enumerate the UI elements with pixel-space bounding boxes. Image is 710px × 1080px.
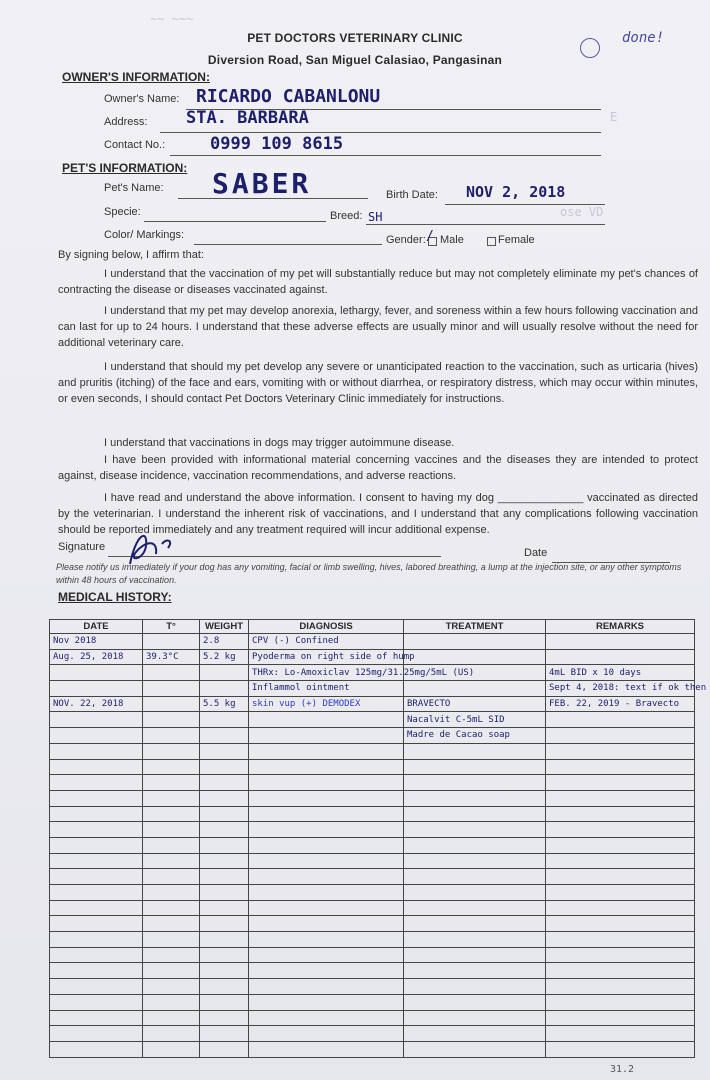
cell-diagnosis — [249, 979, 404, 995]
consent-intro: By signing below, I affirm that: — [58, 249, 204, 261]
cell-treatment — [404, 1010, 546, 1026]
cell-weight: 5.2 kg — [200, 649, 249, 665]
cell-diagnosis — [249, 759, 404, 775]
cell-diagnosis: Pyoderma on right side of hump — [249, 649, 404, 665]
cell-treatment: BRAVECTO — [404, 696, 546, 712]
cell-temp — [143, 994, 200, 1010]
medical-section-title: MEDICAL HISTORY: — [58, 590, 172, 604]
cell-treatment — [404, 994, 546, 1010]
cell-remarks — [546, 1026, 695, 1042]
cell-treatment: Nacalvit C-5mL SID — [404, 712, 546, 728]
table-row-empty — [50, 932, 695, 948]
cell-weight — [200, 1041, 249, 1057]
cell-treatment: Madre de Cacao soap — [404, 728, 546, 744]
table-row-empty — [50, 885, 695, 901]
cell-diagnosis — [249, 994, 404, 1010]
owner-section-title: OWNER'S INFORMATION: — [62, 70, 210, 84]
cell-diagnosis — [249, 885, 404, 901]
table-row-empty — [50, 759, 695, 775]
bleed-through: E — [610, 110, 618, 124]
cell-weight — [200, 994, 249, 1010]
cell-temp — [143, 837, 200, 853]
cell-diagnosis — [249, 853, 404, 869]
cell-weight — [200, 932, 249, 948]
cell-treatment — [404, 869, 546, 885]
cell-treatment — [404, 790, 546, 806]
cell-treatment — [404, 1041, 546, 1057]
cell-remarks — [546, 822, 695, 838]
gender-label: Gender: — [386, 234, 426, 246]
cell-temp — [143, 743, 200, 759]
address-value: STA. BARBARA — [186, 108, 309, 128]
cell-treatment — [404, 979, 546, 995]
male-check-mark: / — [426, 229, 434, 244]
cell-temp — [143, 681, 200, 697]
cell-remarks — [546, 900, 695, 916]
cell-treatment — [404, 759, 546, 775]
cell-date: Nov 2018 — [50, 634, 143, 650]
pet-name-value: SABER — [212, 167, 312, 200]
cell-remarks — [546, 916, 695, 932]
cell-temp — [143, 947, 200, 963]
cell-temp — [143, 932, 200, 948]
address-label: Address: — [104, 116, 148, 128]
cell-treatment — [404, 947, 546, 963]
cell-date — [50, 759, 143, 775]
consent-paragraph-5: I have been provided with informational material concerning vaccines and the diseases they are intended to protect against, disease incidence, vaccination recommendations, and adverse reactions. — [58, 454, 698, 482]
table-row-empty — [50, 775, 695, 791]
cell-weight — [200, 853, 249, 869]
cell-remarks — [546, 979, 695, 995]
cell-weight — [200, 712, 249, 728]
cell-weight — [200, 775, 249, 791]
cell-weight — [200, 1026, 249, 1042]
cell-date — [50, 790, 143, 806]
table-row-empty — [50, 963, 695, 979]
cell-diagnosis: CPV (-) Confined — [249, 634, 404, 650]
cell-date — [50, 963, 143, 979]
signature-label: Signature — [58, 541, 106, 553]
color-label: Color/ Markings: — [104, 229, 185, 241]
clinic-address: Diversion Road, San Miguel Calasiao, Pangasinan — [207, 53, 503, 67]
cell-temp — [143, 853, 200, 869]
cell-remarks — [546, 743, 695, 759]
column-header-diagnosis: DIAGNOSIS — [249, 620, 404, 634]
cell-diagnosis — [249, 869, 404, 885]
footer-mark: 31.2 — [610, 1064, 635, 1075]
table-row-empty — [50, 900, 695, 916]
cell-date — [50, 916, 143, 932]
owner-name-value: RICARDO CABANLONU — [196, 86, 381, 107]
cell-temp — [143, 665, 200, 681]
table-row-empty — [50, 1010, 695, 1026]
check-circle-icon — [580, 38, 600, 58]
cell-weight — [200, 790, 249, 806]
table-row-empty — [50, 979, 695, 995]
done-stamp: done! — [622, 30, 665, 46]
table-row-empty — [50, 790, 695, 806]
table-row-empty — [50, 806, 695, 822]
table-row-empty — [50, 869, 695, 885]
cell-date — [50, 869, 143, 885]
cell-date — [50, 728, 143, 744]
cell-diagnosis — [249, 806, 404, 822]
cell-date — [50, 932, 143, 948]
table-row-empty — [50, 947, 695, 963]
consent-paragraph-4: I understand that vaccinations in dogs may trigger autoimmune disease. — [104, 437, 455, 449]
cell-temp — [143, 1041, 200, 1057]
cell-remarks — [546, 853, 695, 869]
cell-diagnosis — [249, 712, 404, 728]
cell-temp — [143, 900, 200, 916]
cell-treatment — [404, 853, 546, 869]
consent-paragraph-3: I understand that should my pet develop any severe or unanticipated reaction to the vaccination, such as urticaria (hives) and pruritis (itching) of the face and ears, vomiting with or without diarrhea, or respiratory distress, which may occur within minutes, or even seconds, I should contact Pet Doctors Veterinary Clinic immediately for instructions. — [58, 361, 698, 405]
cell-weight — [200, 979, 249, 995]
cell-weight — [200, 869, 249, 885]
cell-date — [50, 1041, 143, 1057]
cell-temp — [143, 696, 200, 712]
bleed-through: ose VD — [560, 205, 604, 219]
cell-weight — [200, 916, 249, 932]
cell-diagnosis: skin vup (+) DEMODEX — [249, 696, 404, 712]
cell-remarks — [546, 1041, 695, 1057]
cell-temp — [143, 963, 200, 979]
cell-weight: 2.8 — [200, 634, 249, 650]
cell-date — [50, 947, 143, 963]
cell-remarks — [546, 790, 695, 806]
cell-diagnosis — [249, 1010, 404, 1026]
cell-temp — [143, 806, 200, 822]
cell-temp — [143, 775, 200, 791]
cell-temp: 39.3°C — [143, 649, 200, 665]
cell-date — [50, 712, 143, 728]
cell-temp — [143, 759, 200, 775]
cell-diagnosis — [249, 1026, 404, 1042]
cell-remarks — [546, 885, 695, 901]
cell-weight — [200, 728, 249, 744]
table-row — [50, 712, 695, 728]
cell-weight — [200, 885, 249, 901]
cell-date — [50, 979, 143, 995]
cell-date — [50, 681, 143, 697]
cell-diagnosis — [249, 837, 404, 853]
cell-weight — [200, 822, 249, 838]
cell-remarks — [546, 1010, 695, 1026]
cell-remarks: FEB. 22, 2019 - Bravecto — [546, 696, 695, 712]
cell-diagnosis — [249, 900, 404, 916]
cell-remarks — [546, 806, 695, 822]
table-row-empty — [50, 822, 695, 838]
cell-remarks — [546, 634, 695, 650]
table-row-empty — [50, 1041, 695, 1057]
cell-treatment — [404, 681, 546, 697]
table-row-empty — [50, 1026, 695, 1042]
cell-remarks — [546, 947, 695, 963]
cell-diagnosis — [249, 947, 404, 963]
cell-date — [50, 775, 143, 791]
cell-diagnosis: Inflammol ointment — [249, 681, 404, 697]
cell-date — [50, 743, 143, 759]
cell-remarks — [546, 837, 695, 853]
cell-temp — [143, 1010, 200, 1026]
cell-remarks: 4mL BID x 10 days — [546, 665, 695, 681]
date-label: Date — [524, 547, 548, 559]
column-header-treatment: TREATMENT — [404, 620, 546, 634]
cell-treatment — [404, 900, 546, 916]
cell-remarks — [546, 775, 695, 791]
cell-temp — [143, 728, 200, 744]
cell-remarks — [546, 994, 695, 1010]
cell-weight: 5.5 kg — [200, 696, 249, 712]
cell-diagnosis — [249, 1041, 404, 1057]
cell-remarks — [546, 712, 695, 728]
table-header-row — [50, 620, 695, 634]
cell-date — [50, 994, 143, 1010]
cell-temp — [143, 790, 200, 806]
pet-name-label: Pet's Name: — [104, 182, 164, 194]
cell-date: NOV. 22, 2018 — [50, 696, 143, 712]
cell-remarks — [546, 649, 695, 665]
cell-weight — [200, 665, 249, 681]
specie-label: Specie: — [104, 206, 141, 218]
cell-diagnosis — [249, 822, 404, 838]
cell-date — [50, 806, 143, 822]
female-label: Female — [498, 234, 535, 246]
cell-diagnosis: THRx: Lo-Amoxiclav 125mg/31.25mg/5mL (US) — [249, 665, 404, 681]
cell-treatment — [404, 649, 546, 665]
column-header-temp: T° — [143, 620, 200, 634]
consent-paragraph-2: I understand that my pet may develop anorexia, lethargy, fever, and soreness within a few hours following vaccination and can last for up to 24 hours. I understand that these adverse effects are usually minor and will usually resolve without the need for additional veterinary care. — [58, 305, 698, 349]
contact-label: Contact No.: — [104, 139, 166, 151]
cell-weight — [200, 806, 249, 822]
cell-temp — [143, 1026, 200, 1042]
cell-diagnosis — [249, 916, 404, 932]
cell-temp — [143, 712, 200, 728]
cell-treatment — [404, 963, 546, 979]
cell-weight — [200, 837, 249, 853]
clinic-name: PET DOCTORS VETERINARY CLINIC — [247, 31, 463, 45]
cell-remarks — [546, 963, 695, 979]
cell-weight — [200, 963, 249, 979]
table-row-empty — [50, 853, 695, 869]
cell-treatment — [404, 837, 546, 853]
cell-temp — [143, 869, 200, 885]
cell-remarks — [546, 869, 695, 885]
cell-date — [50, 837, 143, 853]
table-row-empty — [50, 837, 695, 853]
cell-temp — [143, 916, 200, 932]
breed-value: SH — [368, 210, 383, 224]
breed-label: Breed: — [330, 210, 363, 222]
cell-diagnosis — [249, 743, 404, 759]
cell-temp — [143, 885, 200, 901]
cell-temp — [143, 822, 200, 838]
birth-date-value: NOV 2, 2018 — [466, 183, 566, 201]
cell-treatment — [404, 822, 546, 838]
consent-paragraph-1: I understand that the vaccination of my pet will substantially reduce but may not completely eliminate my pet's chances of contracting the disease or diseases vaccinated against. — [58, 268, 698, 296]
cell-treatment — [404, 775, 546, 791]
cell-diagnosis — [249, 963, 404, 979]
cell-treatment — [404, 932, 546, 948]
cell-diagnosis — [249, 775, 404, 791]
cell-weight — [200, 900, 249, 916]
cell-date — [50, 822, 143, 838]
table-row-empty — [50, 743, 695, 759]
cell-remarks — [546, 759, 695, 775]
aftercare-note: Please notify us immediately if your dog has any vomiting, facial or limb swelling, hives, labored breathing, a lump at the injection site, or any other symptoms within 48 hours of vaccination. — [56, 562, 682, 585]
cell-remarks: Sept 4, 2018: text if ok then — [546, 681, 695, 697]
table-row — [50, 728, 695, 744]
table-row-empty — [50, 994, 695, 1010]
cell-remarks — [546, 728, 695, 744]
pet-section-title: PET'S INFORMATION: — [62, 161, 188, 175]
medical-history-table — [49, 619, 707, 1058]
cell-date — [50, 900, 143, 916]
column-header-date: DATE — [50, 620, 143, 634]
column-header-remarks: REMARKS — [546, 620, 695, 634]
cell-diagnosis — [249, 728, 404, 744]
cell-treatment — [404, 634, 546, 650]
table-row — [50, 634, 695, 650]
consent-paragraph-6: I have read and understand the above information. I consent to having my dog ______________ vaccinated as directed by the veterinarian. I understand the inherent risk of vaccinations, and I understand that any complications following vaccination should be reported immediately and any treatment required will incur additional expense. — [58, 492, 698, 536]
cell-date: Aug. 25, 2018 — [50, 649, 143, 665]
cell-weight — [200, 681, 249, 697]
cell-date — [50, 1010, 143, 1026]
female-checkbox — [487, 237, 496, 246]
cell-treatment — [404, 806, 546, 822]
cell-weight — [200, 759, 249, 775]
table-row-empty — [50, 916, 695, 932]
cell-date — [50, 885, 143, 901]
owner-name-label: Owner's Name: — [104, 93, 180, 105]
male-label: Male — [440, 234, 464, 246]
cell-treatment — [404, 743, 546, 759]
cell-diagnosis — [249, 790, 404, 806]
bleed-through: ~~ ~~~ — [150, 12, 194, 26]
cell-temp — [143, 634, 200, 650]
cell-diagnosis — [249, 932, 404, 948]
cell-date — [50, 665, 143, 681]
table-row — [50, 681, 695, 697]
cell-weight — [200, 947, 249, 963]
cell-treatment — [404, 885, 546, 901]
table-row — [50, 665, 695, 681]
table-row — [50, 696, 695, 712]
cell-temp — [143, 979, 200, 995]
column-header-weight: WEIGHT — [200, 620, 249, 634]
cell-weight — [200, 1010, 249, 1026]
cell-treatment — [404, 1026, 546, 1042]
table-row — [50, 649, 695, 665]
cell-date — [50, 1026, 143, 1042]
cell-weight — [200, 743, 249, 759]
contact-value: 0999 109 8615 — [210, 134, 344, 154]
birth-date-label: Birth Date: — [386, 189, 438, 201]
cell-date — [50, 853, 143, 869]
cell-treatment — [404, 916, 546, 932]
cell-remarks — [546, 932, 695, 948]
